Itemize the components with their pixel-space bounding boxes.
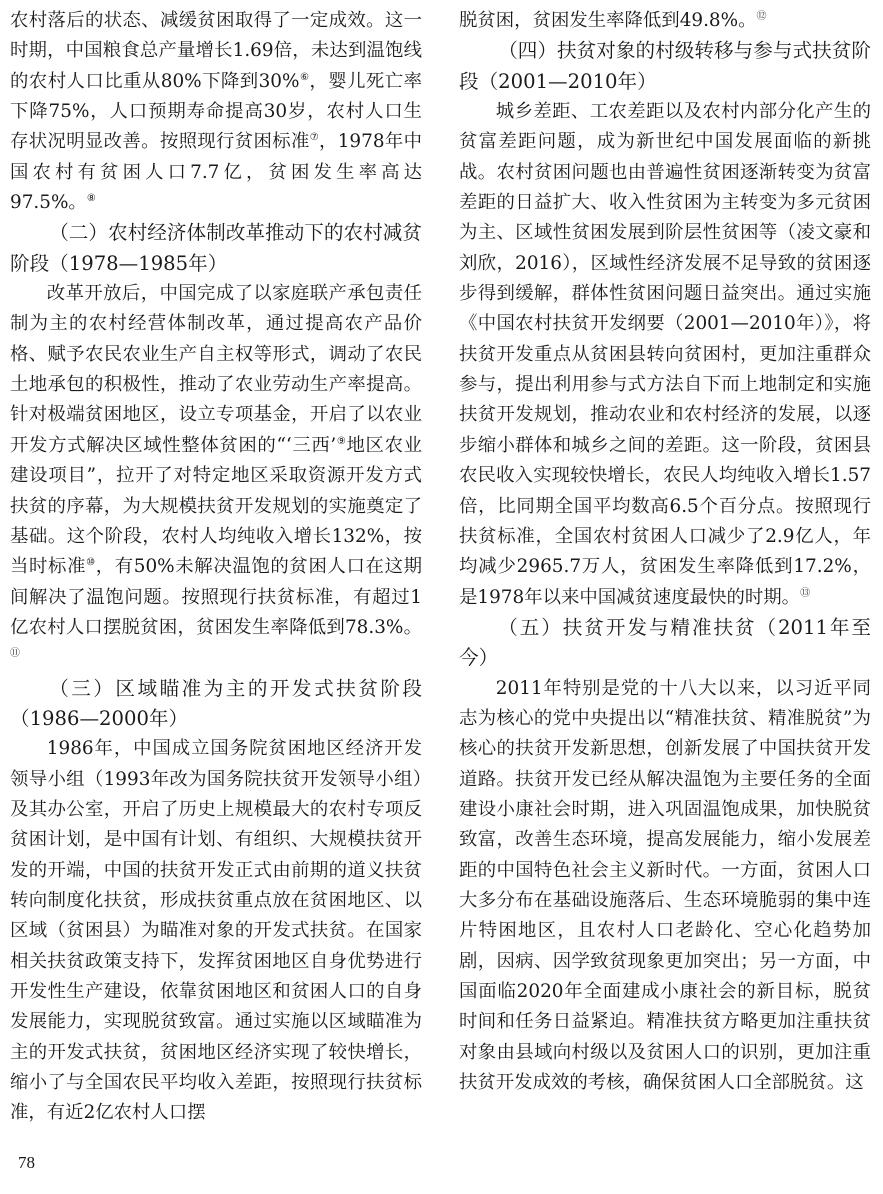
paragraph: 2011年特别是党的十八大以来，以习近平同志为核心的党中央提出以“精准扶贫、精准脱贫”为核心的扶贫开发新思想，创新发展了中国扶贫开发道路。扶贫开发已经从解决温饱为主要任务的全面建设小康社会时期，进入巩固温饱成果，加快脱贫致富，改善生态环境，提高发展能力，缩小发展差距的中国特色社会主义新时代。一方面，贫困人口大多分布在基础设施落后、生态环境脆弱的集中连片特困地区，且农村人口老龄化、空心化趋势加剧，因病、因学致贫现象更加突出；另一方面，中国面临2020年全面建成小康社会的新目标，脱贫时间和任务日益紧迫。精准扶贫方略更加注重扶贫对象由县域向村级以及贫困人口的识别，更加注重扶贫开发成效的考核，确保贫困人口全部脱贫。这: [459, 677, 871, 1094]
paragraph: 城乡差距、工农差距以及农村内部分化产生的贫富差距问题，成为新世纪中国发展面临的新挑战。农村贫困问题也由普遍性贫困逐渐转变为贫富差距的日益扩大、收入性贫困为主转变为多元贫困为主、区域性贫困发展到阶层性贫困等（凌文豪和刘欣，2016），区域性经济发展不足导致的贫困逐步得到缓解，群体性贫困问题日益突出。通过实施《中国农村扶贫开发纲要（2001—2010年）》，将扶贫开发重点从贫困县转向贫困村，更加注重群众参与，提出利用参与式方法自下而上地制定和实施扶贫开发规划，推动农业和农村经济的发展，以逐步缩小群体和城乡之间的差距。这一阶段，贫困县农民收入实现较快增长，农民人均纯收入增长1.57倍，比同期全国平均数高6.5个百分点。按照现行扶贫标准，全国农村贫困人口减少了2.9亿人，年均减少2965.7万人，贫困发生率降低到17.2%，是1978年以来中国减贫速度最快的时期。⑬: [459, 101, 871, 608]
page-number: 78: [18, 1153, 35, 1172]
section-heading: （四）扶贫对象的村级转移与参与式扶贫阶段（2001—2010年）: [459, 39, 871, 93]
section-heading: （二）农村经济体制改革推动下的农村减贫阶段（1978—1985年）: [10, 221, 422, 275]
section-heading: （三）区域瞄准为主的开发式扶贫阶段（1986—2000年）: [10, 676, 422, 730]
footnote-marker[interactable]: ⑩: [86, 557, 96, 569]
footnote-marker[interactable]: ⑨: [336, 435, 347, 447]
paragraph: 1986年，中国成立国务院贫困地区经济开发领导小组（1993年改为国务院扶贫开发领导小组）及其办公室，开启了历史上规模最大的农村专项反贫困计划，是中国有计划、有组织、大规模扶贫开发的开端，中国的扶贫开发正式由前期的道义扶贫转向制度化扶贫，形成扶贫重点放在贫困地区、以区域（贫困县）为瞄准对象的开发式扶贫。在国家相关扶贫政策支持下，发挥贫困地区自身优势进行开发性生产建设，依靠贫困地区和贫困人口的自身发展能力，实现脱贫致富。通过实施以区域瞄准为主的开发式扶贫，贫困地区经济实现了较快增长，缩小了与全国农民平均收入差距，按照现行扶贫标准，有近2亿农村人口摆: [10, 738, 422, 1124]
section-heading: （五）扶贫开发与精准扶贫（2011年至今）: [459, 615, 871, 670]
paragraph: 农村落后的状态、减缓贫困取得了一定成效。这一时期，中国粮食总产量增长1.69倍，未达到温饱线的农村人口比重从80%下降到30%⑥，婴儿死亡率下降75%，人口预期寿命提高30岁，农村人口生存状况明显改善。按照现行贫困标准⑦，1978年中国农村有贫困人口7.7亿，贫困发生率高达97.5%。⑧: [10, 10, 422, 214]
footnote-marker[interactable]: ⑬: [800, 587, 811, 599]
footnote-marker[interactable]: ⑥: [299, 71, 310, 83]
footnote-marker[interactable]: ⑦: [309, 132, 319, 144]
footnote-marker[interactable]: ⑪: [10, 648, 20, 660]
footnote-marker[interactable]: ⑫: [756, 10, 767, 22]
paragraph: 脱贫困，贫困发生率降低到49.8%。⑫: [459, 10, 767, 31]
left-column: [10, 6, 422, 1129]
paragraph: 改革开放后，中国完成了以家庭联产承包责任制为主的农村经营体制改革，通过提高农产品价格、赋予农民农业生产自主权等形式，调动了农民土地承包的积极性，推动了农业劳动生产率提高。针对极端贫困地区，设立专项基金，开启了以农业开发方式解决区域性整体贫困的“‘三西’⑨地区农业建设项目”，拉开了对特定地区采取资源开发方式扶贫的序幕，为大规模扶贫开发规划的实施奠定了基础。这个阶段，农村人均纯收入增长132%，按当时标准⑩，有50%未解决温饱的贫困人口在这期间解决了温饱问题。按照现行扶贫标准，有超过1亿农村人口摆脱贫困，贫困发生率降低到78.3%。⑪: [10, 283, 422, 660]
footnote-marker[interactable]: ⑧: [86, 192, 96, 204]
right-column: [459, 6, 871, 1098]
